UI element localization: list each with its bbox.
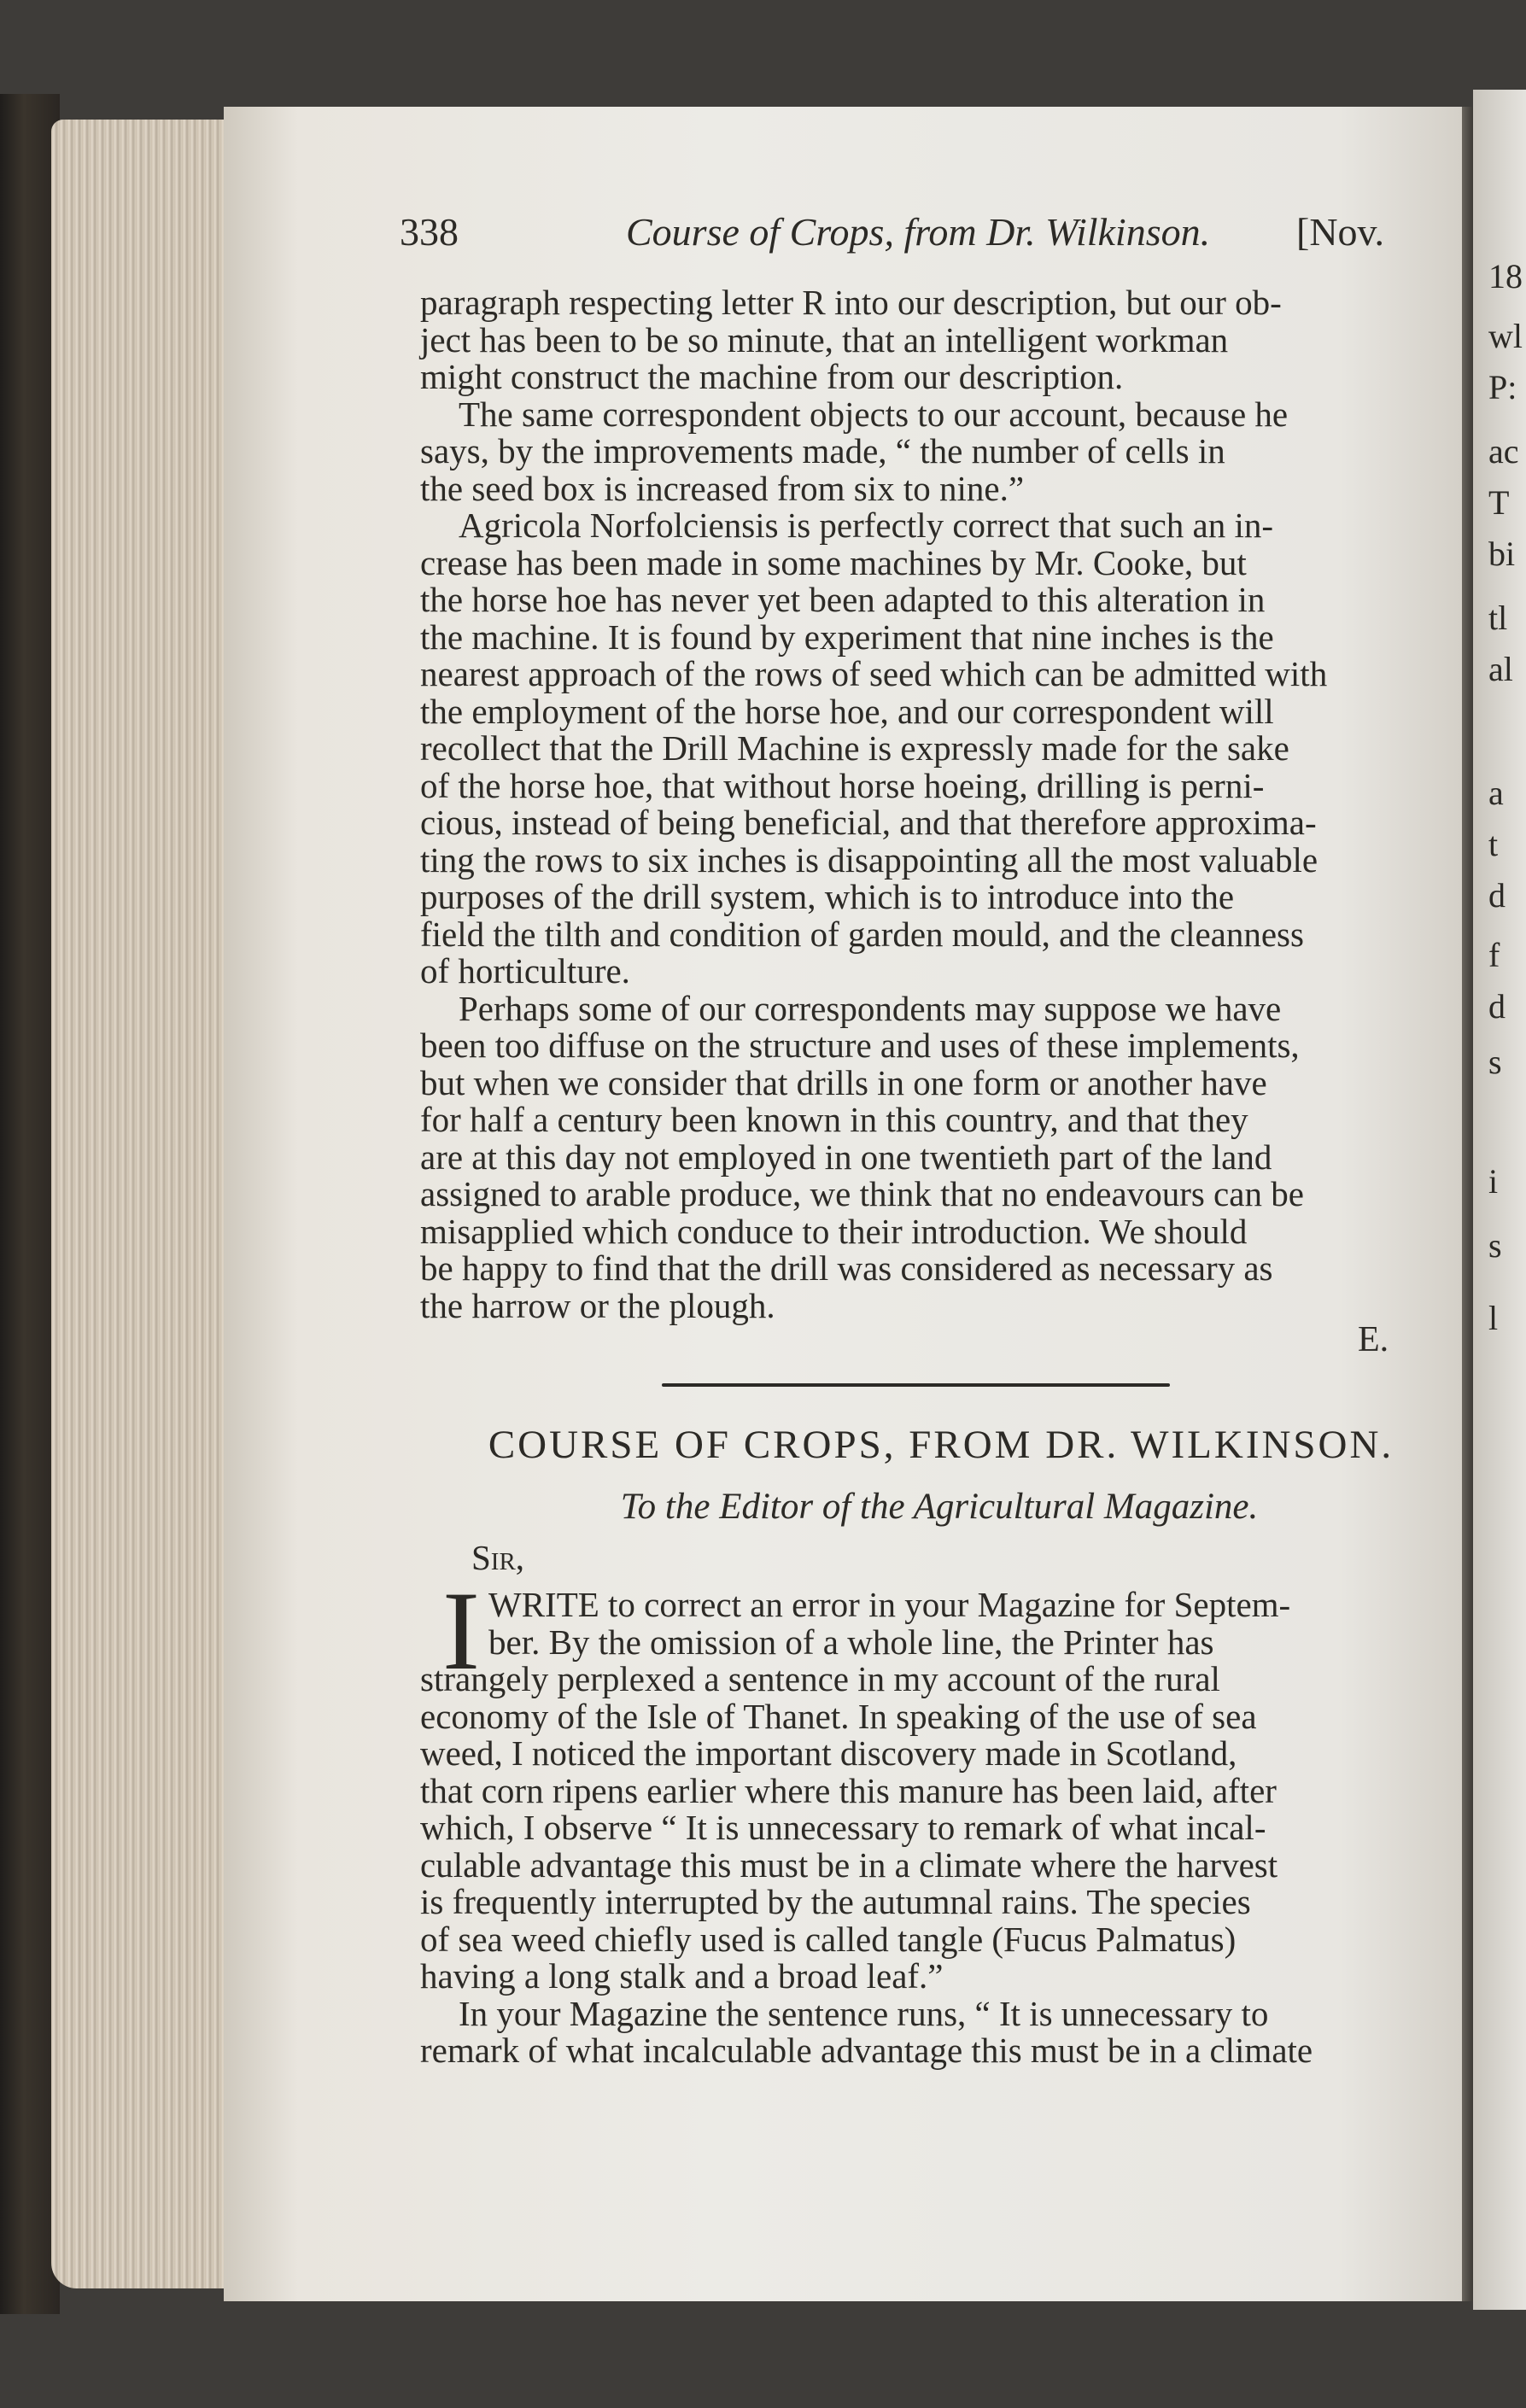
facing-page-fragment: i — [1488, 1162, 1499, 1201]
article-line: economy of the Isle of Thanet. In speaking of the use of sea — [420, 1696, 1257, 1736]
article-line: culable advantage this must be in a climate where the harvest — [420, 1844, 1278, 1885]
article-line: In your Magazine the sentence runs, “ It is unnecessary to — [459, 1993, 1269, 2033]
body-line: the horse hoe has never yet been adapted to this alteration in — [420, 580, 1266, 619]
drop-cap: I — [442, 1568, 480, 1693]
facing-page-fragment: al — [1488, 650, 1513, 688]
body-line: be happy to find that the drill was considered as necessary as — [420, 1248, 1273, 1288]
body-line: ject has been to be so minute, that an intelligent workman — [420, 319, 1229, 359]
body-line: Perhaps some of our correspondents may suppose we have — [459, 988, 1282, 1028]
page-edges — [51, 120, 226, 2288]
body-line: but when we consider that drills in one form or another have — [420, 1062, 1267, 1102]
facing-page-fragment: s — [1488, 1043, 1502, 1081]
facing-page-fragment: wl — [1488, 317, 1523, 355]
body-line: recollect that the Drill Machine is expressly made for the sake — [420, 728, 1289, 768]
facing-page-fragment: 18 — [1488, 257, 1523, 295]
body-line: nearest approach of the rows of seed which can be admitted with — [420, 654, 1328, 693]
running-head — [400, 209, 1424, 260]
section-rule — [662, 1383, 1170, 1387]
article-line: is frequently interrupted by the autumnal rains. The species — [420, 1882, 1251, 1921]
body-line: field the tilth and condition of garden mould, and the cleanness — [420, 914, 1304, 954]
article-line: ber. By the omission of a whole line, the Printer has — [488, 1622, 1214, 1662]
body-line: of horticulture. — [420, 951, 630, 991]
article-line: of sea weed chiefly used is called tangle (Fucus Palmatus) — [420, 1919, 1237, 1959]
body-line: says, by the improvements made, “ the number of cells in — [420, 431, 1225, 470]
facing-page-fragment: d — [1488, 876, 1506, 915]
body-line: the harrow or the plough. — [420, 1285, 775, 1325]
facing-page-fragment: tl — [1488, 599, 1508, 637]
facing-page-fragment: P: — [1488, 368, 1517, 406]
salutation: Sir, — [471, 1538, 525, 1577]
body-line: of the horse hoe, that without horse hoeing, drilling is perni- — [420, 765, 1265, 805]
running-title: Course of Crops, from Dr. Wilkinson. — [626, 210, 1211, 254]
article-line: weed, I noticed the important discovery made in Scotland, — [420, 1733, 1237, 1773]
body-line: purposes of the drill system, which is to introduce into the — [420, 877, 1235, 916]
facing-page-fragment: a — [1488, 774, 1504, 812]
facing-page-fragment: d — [1488, 987, 1506, 1026]
body-line: been too diffuse on the structure and uses of these implements, — [420, 1026, 1300, 1065]
article-line: remark of what incalculable advantage this must be in a climate — [420, 2031, 1313, 2070]
facing-page-fragment: f — [1488, 936, 1500, 974]
article-line: WRITE to correct an error in your Magazine for Septem- — [488, 1585, 1291, 1624]
article-line: strangely perplexed a sentence in my account of the rural — [420, 1659, 1220, 1698]
body-line: are at this day not employed in one twentieth part of the land — [420, 1137, 1272, 1177]
article-line: that corn ripens earlier where this manure has been laid, after — [420, 1770, 1277, 1810]
article-line: having a long stalk and a broad leaf.” — [420, 1956, 944, 1996]
signoff: E. — [1358, 1320, 1389, 1359]
running-month: [Nov. — [1296, 210, 1385, 254]
facing-page — [1473, 90, 1526, 2310]
body-line: The same correspondent objects to our account, because he — [459, 394, 1289, 434]
body-line: for half a century been known in this country, and that they — [420, 1100, 1248, 1139]
body-line: Agricola Norfolciensis is perfectly correct that such an in- — [459, 506, 1274, 545]
facing-page-fragment: t — [1488, 825, 1499, 863]
body-line: paragraph respecting letter R into our description, but our ob- — [420, 283, 1282, 322]
page-number: 338 — [400, 210, 459, 254]
body-line: cious, instead of being beneficial, and that therefore approxima- — [420, 803, 1317, 842]
body-line: ting the rows to six inches is disappointing all the most valuable — [420, 839, 1318, 880]
article-heading: COURSE OF CROPS, FROM DR. WILKINSON. — [488, 1423, 1394, 1467]
facing-page-fragment: bi — [1488, 535, 1516, 573]
article-line: which, I observe “ It is unnecessary to remark of what incal- — [420, 1808, 1266, 1847]
facing-page-fragment: T — [1488, 483, 1510, 522]
facing-page-fragment: ac — [1488, 432, 1519, 470]
body-line: the machine. It is found by experiment that nine inches is the — [420, 617, 1274, 657]
body-line: misapplied which conduce to their introduction. We should — [420, 1211, 1248, 1251]
body-line: assigned to arable produce, we think that no endeavours can be — [420, 1174, 1304, 1213]
body-line: the employment of the horse hoe, and our correspondent will — [420, 691, 1274, 731]
facing-page-fragment: s — [1488, 1226, 1502, 1265]
body-line: crease has been made in some machines by Mr. Cooke, but — [420, 542, 1247, 582]
facing-page-fragment: l — [1488, 1299, 1499, 1337]
article-subheading: To the Editor of the Agricultural Magazine. — [620, 1487, 1259, 1527]
body-line: the seed box is increased from six to nine.” — [420, 468, 1025, 508]
body-line: might construct the machine from our description. — [420, 357, 1124, 396]
